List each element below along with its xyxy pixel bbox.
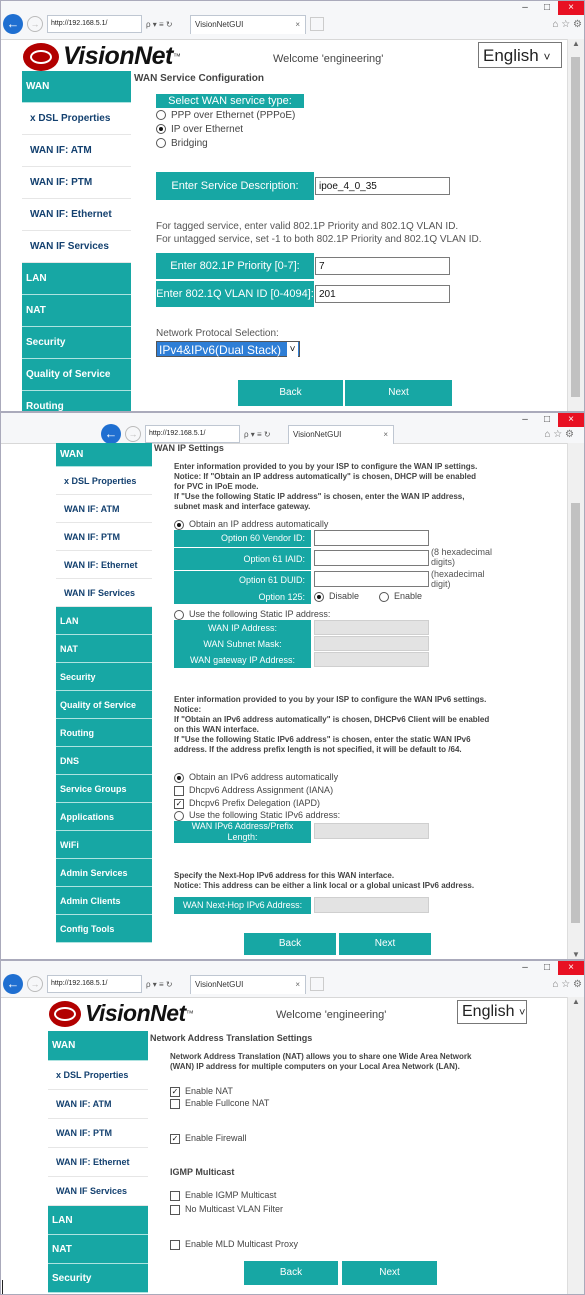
- toolbar-icons[interactable]: ⌂ ☆ ⚙: [544, 428, 574, 440]
- intro-line-2: Notice: If "Obtain an IP address automatically" is chosen, DHCP will be enabled: [174, 472, 477, 481]
- service-description-input[interactable]: ipoe_4_0_35: [315, 177, 450, 195]
- sidebar-item-nat[interactable]: NAT: [56, 635, 152, 663]
- sidebar-item-wan-if-ethernet[interactable]: WAN IF: Ethernet: [56, 551, 152, 579]
- checkbox-enable-firewall[interactable]: [170, 1133, 247, 1144]
- ipv6-intro-4: on this WAN interface.: [174, 725, 259, 734]
- checkbox-enable-nat-label: Enable NAT: [185, 1086, 233, 1096]
- toolbar-icons[interactable]: ⌂ ☆ ⚙: [552, 978, 582, 990]
- radio-obtain-ipv6-label: Obtain an IPv6 address automatically: [189, 772, 339, 782]
- sidebar-item-wan-if-ptm[interactable]: WAN IF: PTM: [56, 523, 152, 551]
- radio-option125-disable[interactable]: [314, 591, 359, 602]
- nexthop-input[interactable]: [314, 897, 429, 913]
- welcome-text: Welcome 'engineering': [273, 53, 384, 65]
- gateway-input[interactable]: [314, 652, 429, 667]
- sidebar-item-wan-if-ethernet[interactable]: WAN IF: Ethernet: [22, 199, 131, 231]
- radio-use-static-input[interactable]: [174, 610, 184, 620]
- sidebar-item-routing[interactable]: Routing: [56, 719, 152, 747]
- checkbox-enable-fullcone[interactable]: [170, 1098, 269, 1109]
- address-bar[interactable]: http://192.168.5.1/: [47, 975, 142, 993]
- radio-use-static-ipv6[interactable]: [174, 810, 340, 821]
- checkbox-enable-fullcone-label: Enable Fullcone NAT: [185, 1098, 270, 1108]
- wan-ip-input[interactable]: [314, 620, 429, 635]
- ipv6-intro-3: If "Obtain an IPv6 address automatically" is chosen, DHCPv6 Client will be enabled: [174, 715, 490, 724]
- browser-chrome: [1, 1, 584, 40]
- checkbox-enable-mld[interactable]: [170, 1239, 298, 1250]
- scroll-thumb[interactable]: [571, 57, 580, 397]
- back-button[interactable]: Back: [238, 380, 343, 406]
- duid-hint-line-2: digit): [431, 579, 451, 589]
- address-bar[interactable]: http://192.168.5.1/: [47, 15, 142, 33]
- sidebar-item-wan[interactable]: WAN: [48, 1031, 148, 1061]
- address-controls[interactable]: ρ ▾ ≡ ↻: [146, 19, 173, 29]
- checkbox-iana[interactable]: [174, 785, 333, 796]
- sidebar-item-wan-if-ptm[interactable]: WAN IF: PTM: [48, 1119, 148, 1148]
- scroll-down-icon[interactable]: ▼: [572, 950, 580, 959]
- visionnet-logo: [23, 42, 181, 71]
- toolbar-icons[interactable]: ⌂ ☆ ⚙: [552, 18, 582, 30]
- radio-pppoe[interactable]: [156, 110, 295, 121]
- ipv6-intro-1: Enter information provided to you by your ISP to configure the WAN IPv6 settings.: [174, 695, 487, 704]
- checkbox-iapd[interactable]: [174, 798, 320, 809]
- sidebar-item-applications[interactable]: Applications: [56, 803, 152, 831]
- priority-label: Enter 802.1P Priority [0-7]:: [156, 253, 314, 279]
- sidebar-item-security[interactable]: Security: [48, 1264, 148, 1293]
- duid-hint-line-1: (hexadecimal: [431, 569, 485, 579]
- back-arrow-icon[interactable]: ←: [3, 974, 23, 994]
- checkbox-enable-fullcone-input[interactable]: [170, 1099, 180, 1109]
- page-title: Network Address Translation Settings: [150, 1033, 313, 1043]
- sidebar-item-wan-if-services[interactable]: WAN IF Services: [48, 1177, 148, 1206]
- radio-use-static-ipv6-label: Use the following Static IPv6 address:: [189, 810, 341, 820]
- radio-obtain-auto-input[interactable]: [174, 520, 184, 530]
- option60-input[interactable]: [314, 530, 429, 546]
- radio-obtain-ipv6[interactable]: [174, 772, 338, 783]
- chevron-down-icon: ˅: [543, 50, 551, 64]
- sidebar-item-dsl-properties[interactable]: x DSL Properties: [56, 467, 152, 495]
- next-button[interactable]: Next: [345, 380, 452, 406]
- option61-duid-label: Option 61 DUID:: [174, 571, 311, 590]
- checkbox-iana-label: Dhcpv6 Address Assignment (IANA): [189, 785, 334, 795]
- option61-iaid-input[interactable]: [314, 550, 429, 566]
- browser-window-wan-service: [0, 0, 585, 412]
- sidebar-item-lan[interactable]: LAN: [56, 607, 152, 635]
- page-title: WAN Service Configuration: [134, 73, 265, 84]
- option61-duid-input[interactable]: [314, 571, 429, 587]
- radio-use-static-ipv6-input[interactable]: [174, 811, 184, 821]
- sidebar-item-dsl-properties[interactable]: x DSL Properties: [48, 1061, 148, 1090]
- subnet-mask-label: WAN Subnet Mask:: [174, 636, 311, 652]
- checkbox-enable-igmp-input[interactable]: [170, 1191, 180, 1201]
- scroll-up-icon[interactable]: ▲: [572, 39, 580, 48]
- tab-title: VisionNetGUI: [293, 429, 342, 439]
- radio-bridging[interactable]: [156, 138, 208, 149]
- close-window-button[interactable]: ×: [558, 413, 584, 427]
- sidebar-item-wan-if-services[interactable]: WAN IF Services: [56, 579, 152, 607]
- checkbox-no-multicast-vlan-input[interactable]: [170, 1205, 180, 1215]
- checkbox-enable-igmp[interactable]: [170, 1190, 276, 1201]
- radio-ipoe-label: IP over Ethernet: [171, 124, 244, 135]
- trademark: ™: [172, 52, 181, 61]
- sidebar-item-nat[interactable]: NAT: [48, 1235, 148, 1264]
- forward-arrow-icon[interactable]: →: [27, 976, 43, 992]
- chevron-down-icon: ˅: [287, 342, 298, 358]
- maximize-button[interactable]: □: [543, 414, 551, 425]
- content-wan-service: [134, 73, 554, 412]
- logo-text: VisionNet: [85, 1000, 186, 1026]
- minimize-button[interactable]: –: [522, 414, 528, 425]
- gateway-label: WAN gateway IP Address:: [174, 652, 311, 668]
- back-button[interactable]: Back: [244, 1261, 338, 1285]
- ipv6-intro-6: address. If the address prefix length is not specified, it will be default to /64.: [174, 745, 462, 754]
- sidebar-item-wan-if-ethernet[interactable]: WAN IF: Ethernet: [48, 1148, 148, 1177]
- checkbox-enable-nat[interactable]: [170, 1086, 233, 1097]
- protocol-label: Network Protocal Selection:: [156, 328, 279, 339]
- radio-obtain-auto[interactable]: [174, 519, 328, 530]
- browser-window-nat-settings: [0, 960, 585, 1295]
- radio-obtain-ipv6-input[interactable]: [174, 773, 184, 783]
- forward-arrow-icon[interactable]: →: [125, 426, 141, 442]
- intro-line-3: for PVC in IPoE mode.: [174, 482, 259, 491]
- service-type-label: Select WAN service type:: [156, 94, 304, 108]
- ipv6-intro-5: If "Use the following Static IPv6 address" is chosen, enter the static WAN IPv6: [174, 735, 471, 744]
- sidebar-item-security[interactable]: Security: [22, 327, 131, 359]
- radio-bridging-input[interactable]: [156, 138, 166, 148]
- browser-window-wan-ip-settings: [0, 412, 585, 960]
- nat-intro-2: (WAN) IP address for multiple computers on your Local Area Network (LAN).: [170, 1062, 460, 1071]
- maximize-button[interactable]: □: [543, 2, 551, 13]
- sidebar-item-dns[interactable]: DNS: [56, 747, 152, 775]
- next-button[interactable]: Next: [339, 933, 431, 955]
- sidebar-item-wan[interactable]: WAN: [22, 71, 131, 103]
- language-value: English: [483, 46, 539, 65]
- sidebar-item-wan-if-services[interactable]: WAN IF Services: [22, 231, 131, 263]
- option61-iaid-hint: [431, 547, 492, 567]
- visionnet-logo-icon: [23, 43, 59, 71]
- wan-ip-label: WAN IP Address:: [174, 620, 311, 636]
- vlan-id-label: Enter 802.1Q VLAN ID [0-4094]:: [156, 281, 314, 307]
- ipv6-prefix-label-line-2: Length:: [227, 832, 258, 842]
- radio-use-static[interactable]: [174, 609, 330, 620]
- radio-option125-enable-input[interactable]: [379, 592, 389, 602]
- sidebar-item-wan[interactable]: WAN: [56, 443, 152, 467]
- checkbox-enable-igmp-label: Enable IGMP Multicast: [185, 1190, 277, 1200]
- radio-use-static-label: Use the following Static IP address:: [189, 609, 331, 619]
- intro-line-5: subnet mask and interface gateway.: [174, 502, 311, 511]
- tab-visionnetgui[interactable]: [190, 15, 306, 34]
- ipv6-prefix-label: [174, 821, 311, 843]
- language-value: English: [462, 1003, 515, 1020]
- tab-close-icon[interactable]: ×: [383, 429, 388, 439]
- scroll-up-icon[interactable]: ▲: [572, 997, 580, 1006]
- address-controls[interactable]: ρ ▾ ≡ ↻: [146, 979, 173, 989]
- page-title: WAN IP Settings: [154, 443, 224, 453]
- vlan-note-1: For tagged service, enter valid 802.1P Priority and 802.1Q VLAN ID.: [156, 221, 459, 232]
- radio-pppoe-label: PPP over Ethernet (PPPoE): [171, 110, 296, 121]
- text-cursor: [2, 1280, 3, 1294]
- new-tab-button[interactable]: [310, 17, 324, 31]
- protocol-value: IPv4&IPv6(Dual Stack): [159, 343, 282, 357]
- tab-title: VisionNetGUI: [195, 979, 244, 989]
- checkbox-enable-mld-input[interactable]: [170, 1240, 180, 1250]
- nexthop-note-1: Specify the Next-Hop IPv6 address for this WAN interface.: [174, 871, 395, 880]
- ipv6-prefix-input[interactable]: [314, 823, 429, 839]
- checkbox-iapd-label: Dhcpv6 Prefix Delegation (IAPD): [189, 798, 321, 808]
- checkbox-enable-nat-input[interactable]: ✓: [171, 1086, 179, 1096]
- language-select[interactable]: [478, 42, 562, 68]
- forward-arrow-icon[interactable]: →: [27, 16, 43, 32]
- back-arrow-icon[interactable]: ←: [101, 424, 121, 444]
- sidebar-item-admin-services[interactable]: Admin Services: [56, 859, 152, 887]
- intro-line-4: If "Use the following Static IP address" is chosen, enter the WAN IP address,: [174, 492, 465, 501]
- sidebar-item-dsl-properties[interactable]: x DSL Properties: [22, 103, 131, 135]
- sidebar-item-service-groups[interactable]: Service Groups: [56, 775, 152, 803]
- protocol-select[interactable]: [156, 341, 300, 357]
- sidebar-item-qos[interactable]: Quality of Service: [22, 359, 131, 391]
- subnet-mask-input[interactable]: [314, 636, 429, 651]
- iaid-hint-line-2: digits): [431, 557, 456, 567]
- checkbox-iana-input[interactable]: [174, 786, 184, 796]
- radio-option125-enable-label: Enable: [394, 591, 423, 601]
- ipv6-prefix-label-line-1: WAN IPv6 Address/Prefix: [191, 821, 294, 831]
- igmp-heading: IGMP Multicast: [170, 1167, 235, 1177]
- content-wan-ip-settings: [1, 413, 585, 960]
- nexthop-note-2: Notice: This address can be either a link local or a global unicast IPv6 address.: [174, 881, 475, 890]
- option61-iaid-label: Option 61 IAID:: [174, 548, 311, 570]
- option60-label: Option 60 Vendor ID:: [174, 530, 311, 547]
- radio-option125-disable-label: Disable: [329, 591, 360, 601]
- sidebar-item-wan-if-atm[interactable]: WAN IF: ATM: [22, 135, 131, 167]
- sidebar-item-lan[interactable]: LAN: [48, 1206, 148, 1235]
- back-button[interactable]: Back: [244, 933, 336, 955]
- checkbox-enable-firewall-input[interactable]: ✓: [171, 1133, 179, 1143]
- sidebar-item-wifi[interactable]: WiFi: [56, 831, 152, 859]
- logo-text: VisionNet: [63, 42, 173, 70]
- checkbox-no-multicast-vlan-label: No Multicast VLAN Filter: [185, 1204, 284, 1214]
- checkbox-no-multicast-vlan[interactable]: [170, 1204, 283, 1215]
- checkbox-iapd-input[interactable]: ✓: [175, 798, 183, 808]
- content-nat-settings: [1, 961, 585, 1295]
- checkbox-enable-mld-label: Enable MLD Multicast Proxy: [185, 1239, 299, 1249]
- radio-bridging-label: Bridging: [171, 138, 208, 149]
- sidebar-item-qos[interactable]: Quality of Service: [56, 691, 152, 719]
- vlan-id-input[interactable]: 201: [315, 285, 450, 303]
- intro-line-1: Enter information provided to you by your ISP to configure the WAN IP settings.: [174, 462, 478, 471]
- checkbox-enable-firewall-label: Enable Firewall: [185, 1133, 247, 1143]
- trademark: ™: [185, 1009, 194, 1018]
- radio-obtain-auto-label: Obtain an IP address automatically: [189, 519, 329, 529]
- radio-option125-enable[interactable]: [379, 591, 422, 602]
- sidebar-item-admin-clients[interactable]: Admin Clients: [56, 887, 152, 915]
- page-scrollbar[interactable]: [567, 39, 584, 412]
- sidebar-item-wan-if-atm[interactable]: WAN IF: ATM: [56, 495, 152, 523]
- sidebar-item-security[interactable]: Security: [56, 663, 152, 691]
- minimize-button[interactable]: –: [522, 962, 528, 973]
- sidebar-item-config-tools[interactable]: Config Tools: [56, 915, 152, 943]
- address-controls[interactable]: ρ ▾ ≡ ↻: [244, 429, 271, 439]
- radio-pppoe-input[interactable]: [156, 110, 166, 120]
- sidebar: [22, 71, 131, 412]
- radio-ipoe-input[interactable]: [156, 124, 166, 134]
- ipv6-intro-2: Notice:: [174, 705, 202, 714]
- tab-close-icon[interactable]: ×: [295, 979, 300, 989]
- sidebar-item-wan-if-ptm[interactable]: WAN IF: PTM: [22, 167, 131, 199]
- vlan-note-2: For untagged service, set -1 to both 802.1P Priority and 802.1Q VLAN ID.: [156, 234, 482, 245]
- maximize-button[interactable]: □: [543, 962, 551, 973]
- option61-duid-hint: [431, 569, 485, 589]
- sidebar-item-lan[interactable]: LAN: [22, 263, 131, 295]
- nat-intro-1: Network Address Translation (NAT) allows you to share one Wide Area Network: [170, 1052, 472, 1061]
- welcome-text: Welcome 'engineering': [276, 1009, 387, 1021]
- sidebar-item-nat[interactable]: NAT: [22, 295, 131, 327]
- tab-title: VisionNetGUI: [195, 19, 244, 29]
- chevron-down-icon: ˅: [518, 1007, 526, 1019]
- radio-option125-disable-input[interactable]: [314, 592, 324, 602]
- radio-ipoe[interactable]: [156, 124, 243, 135]
- minimize-button[interactable]: –: [522, 2, 528, 13]
- next-button[interactable]: Next: [342, 1261, 437, 1285]
- service-description-label: Enter Service Description:: [156, 172, 314, 200]
- sidebar-item-routing[interactable]: Routing: [22, 391, 131, 412]
- close-window-button[interactable]: ×: [558, 961, 584, 975]
- back-arrow-icon[interactable]: ←: [3, 14, 23, 34]
- nexthop-label: WAN Next-Hop IPv6 Address:: [174, 897, 311, 914]
- nav-row: [3, 13, 582, 35]
- option125-label: Option 125:: [174, 590, 311, 604]
- sidebar-item-wan-if-atm[interactable]: WAN IF: ATM: [48, 1090, 148, 1119]
- iaid-hint-line-1: (8 hexadecimal: [431, 547, 493, 557]
- tab-close-icon[interactable]: ×: [295, 19, 300, 29]
- close-window-button[interactable]: ×: [558, 1, 584, 15]
- address-bar[interactable]: http://192.168.5.1/: [145, 425, 240, 443]
- priority-input[interactable]: 7: [315, 257, 450, 275]
